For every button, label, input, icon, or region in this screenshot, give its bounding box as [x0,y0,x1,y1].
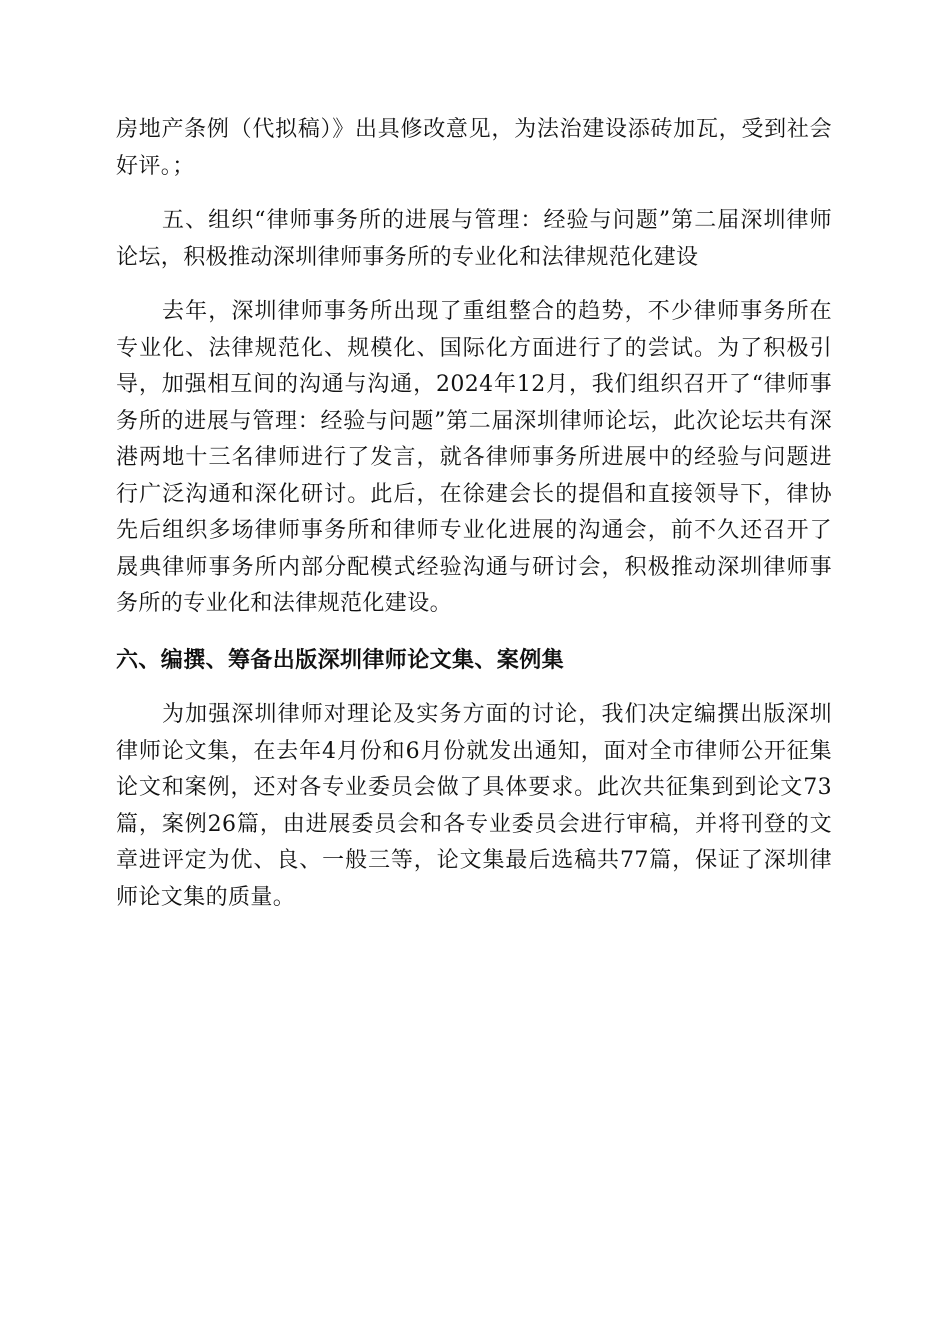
section-five-title: 五、组织“律师事务所的进展与管理：经验与问题”第二届深圳律师论坛，积极推动深圳律师事务所的专业化和法律规范化建设 [116,208,832,270]
paragraph-section-six-body: 为加强深圳律师对理论及实务方面的讨论，我们决定编撰出版深圳律师论文集，在去年4月份和6月份就发出通知，面对全市律师公开征集论文和案例，还对各专业委员会做了具体要求。此次共征集到到论文73篇，案例26篇，由进展委员会和各专业委员会进行审稿，并将刊登的文章进评定为优、良、一般三等，论文集最后选稿共77篇，保证了深圳律师论文集的质量。 [116,702,832,910]
section-six-heading: 六、编撰、筹备出版深圳律师论文集、案例集 [116,647,565,673]
paragraph-continuation: 房地产条例（代拟稿）》出具修改意见，为法治建设添砖加瓦，受到社会好评。； [116,117,832,179]
document-page [116,112,832,916]
paragraph-section-five-body: 去年，深圳律师事务所出现了重组整合的趋势，不少律师事务所在专业化、法律规范化、规模化、国际化方面进行了的尝试。为了积极引导，加强相互间的沟通与沟通，2024年12月，我们组织召开了“律师事务所的进展与管理：经验与问题”第二届深圳律师论坛，此次论坛共有深港两地十三名律师进行了发言，就各律师事务所进展中的经验与问题进行广泛沟通和深化研讨。此后，在徐建会长的提倡和直接领导下，律协先后组织多场律师事务所和律师专业化进展的沟通会，前不久还召开了晟典律师事务所内部分配模式经验沟通与研讨会，积极推动深圳律师事务所的专业化和法律规范化建设。 [116,299,832,616]
